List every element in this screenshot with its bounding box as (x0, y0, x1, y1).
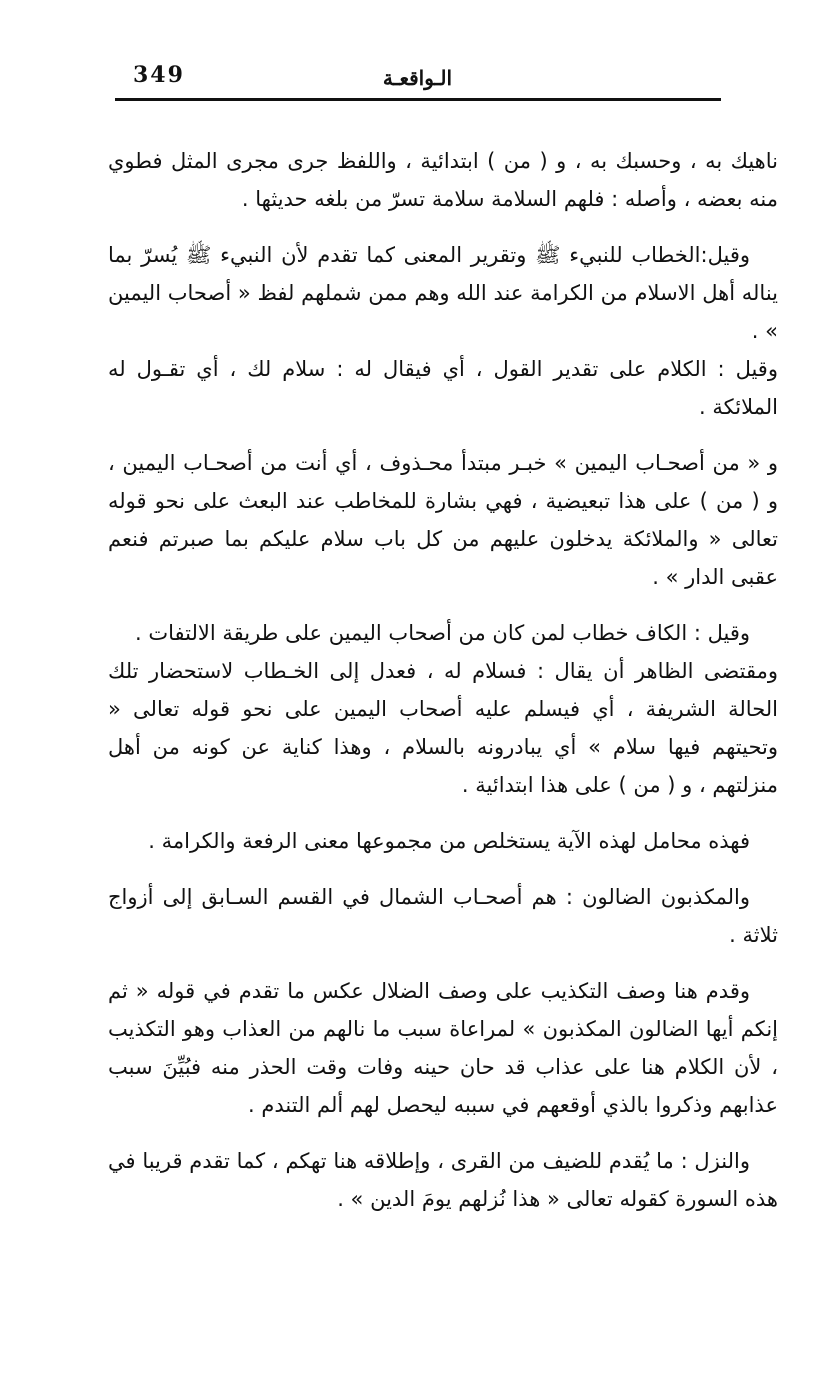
paragraph-7: فهذه محامل لهذه الآية يستخلص من مجموعها معنى الرفعة والكرامة . (148, 829, 750, 853)
page-number: 349 (133, 62, 185, 88)
paragraph-5: وقيل : الكاف خطاب لمن كان من أصحاب اليمين على طريقة الالتفات . (135, 621, 750, 645)
paragraph-1: ناهيك به ، وحسبك به ، و ( من ) ابتدائية ، واللفظ جرى مجرى المثل فطوي منه بعضه ، وأصله : فلهم السلامة سلامة تسرّ من بلغه حديثها . (108, 149, 778, 211)
paragraph-3: وقيل : الكلام على تقدير القول ، أي فيقال له : سلام لك ، أي تقـول له الملائكة . (108, 357, 778, 419)
page-header (115, 58, 720, 98)
paragraph-2: وقيل:الخطاب للنبيء ﷺ وتقرير المعنى كما تقدم لأن النبيء ﷺ يُسرّ بما يناله أهل الاسلام من الكرامة عند الله وهم ممن شملهم لفظ « أصحاب اليمين » . (108, 243, 778, 343)
header-rule (115, 98, 721, 101)
paragraph-4: و « من أصحـاب اليمين » خبـر مبتدأ محـذوف ، أي أنت من أصحـاب اليمين ، و ( من ) على هذا تبعيضية ، فهي بشارة للمخاطب عند البعث على نحو قوله تعالى « والملائكة يدخلون عليهم من كل باب سلام عليكم بما صبرتم فنعم عقبى الدار » . (108, 451, 778, 589)
paragraph-9: وقدم هنا وصف التكذيب على وصف الضلال عكس ما تقدم في قوله « ثم إنكم أيها الضالون المكذبون » لمراعاة سبب ما نالهم من العذاب وهو التكذيب ، لأن الكلام هنا على عذاب قد حان حينه وفات وقت الحذر منه فبُيِّنَ سبب عذابهم وذكروا بالذي أوقعهم في سببه ليحصل لهم ألم التندم . (108, 979, 778, 1117)
paragraph-8: والمكذبون الضالون : هم أصحـاب الشمال في القسم السـابق إلى أزواج ثلاثة . (108, 885, 778, 947)
running-title: الـواقعـة (382, 66, 453, 90)
paragraph-10: والنزل : ما يُقدم للضيف من القرى ، وإطلاقه هنا تهكم ، كما تقدم قريبا في هذه السورة كقوله تعالى « هذا نُزلهم يومَ الدين » . (108, 1149, 778, 1211)
paragraph-6: ومقتضى الظاهر أن يقال : فسلام له ، فعدل إلى الخـطاب لاستحضار تلك الحالة الشريفة ، أي فيسلم عليه أصحاب اليمين على نحو قوله تعالى « وتحيتهم فيها سلام » أي يبادرونه بالسلام ، وهذا كناية عن كونه من أهل منزلتهم ، و ( من ) على هذا ابتدائية . (108, 659, 778, 797)
page-body (108, 142, 778, 1236)
